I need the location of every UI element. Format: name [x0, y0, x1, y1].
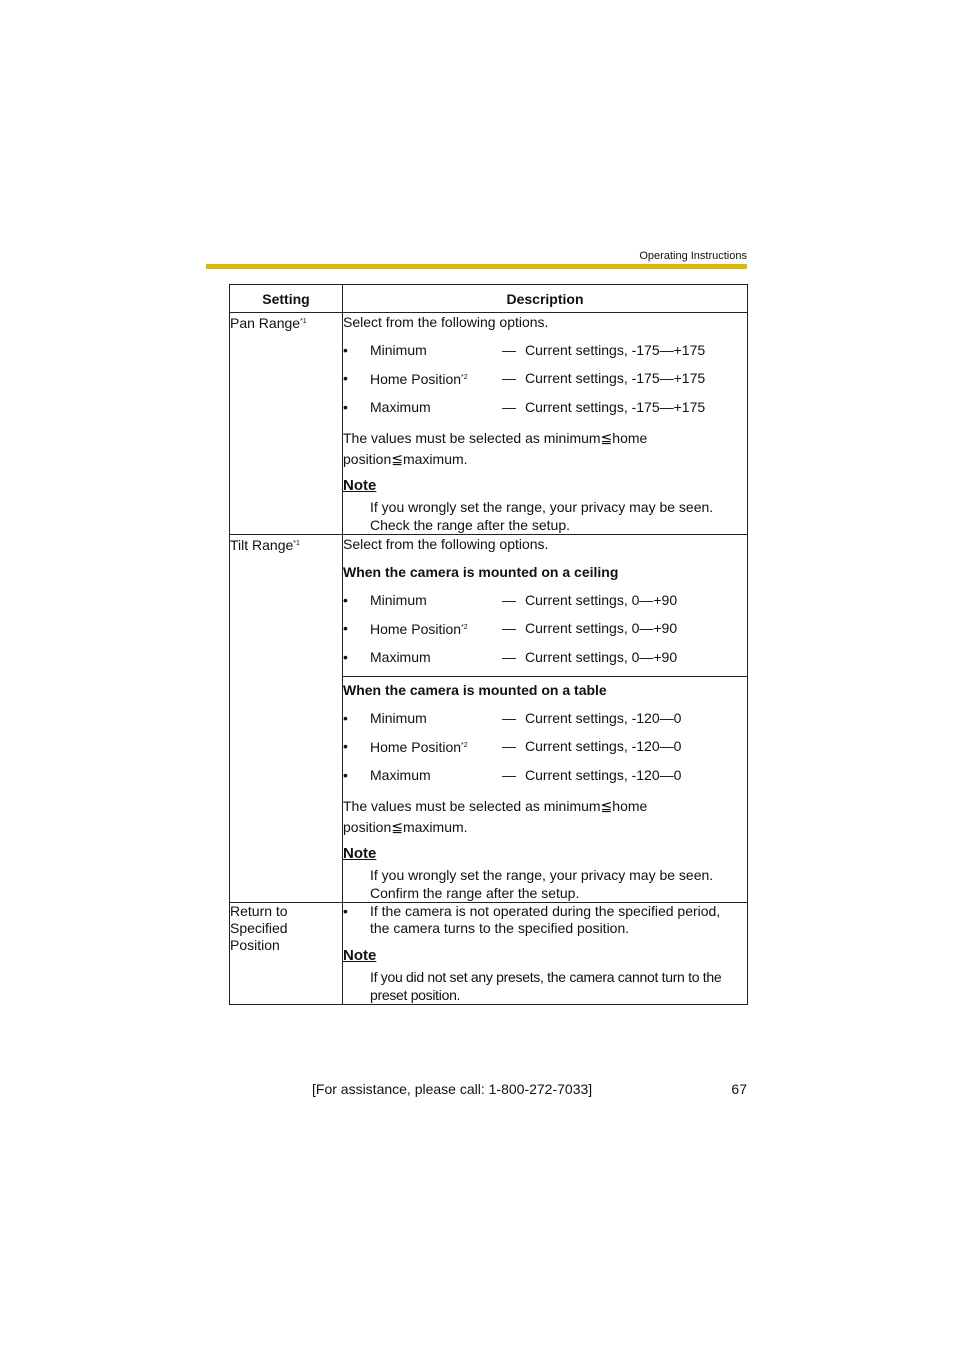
table-row-pan-range	[230, 313, 748, 535]
assistance-footer: [For assistance, please call: 1-800-272-7033]	[312, 1081, 593, 1097]
option-item: • Maximum — Current settings, -120—0	[343, 767, 682, 783]
setting-name-return-position: Return to Specified Position	[230, 903, 343, 1005]
footnote-marker: *2	[461, 624, 468, 631]
option-value: Current settings, -120—0	[525, 738, 682, 754]
note-text: If you wrongly set the range, your privacy may be seen. Check the range after the setup.	[370, 499, 714, 533]
option-value: Current settings, -175—+175	[525, 342, 706, 358]
description-tilt-ceiling	[343, 535, 748, 677]
header-rule	[206, 264, 747, 269]
option-value: Current settings, 0—+90	[525, 592, 678, 608]
subheading-ceiling: When the camera is mounted on a ceiling	[343, 564, 619, 580]
option-item: • Maximum — Current settings, -175—+175	[343, 399, 706, 415]
option-item: • Home Position$^{*2}$ — Current settings, -120—0	[343, 738, 682, 755]
description-return-position	[343, 903, 748, 1005]
intro-text: Select from the following options.	[343, 536, 549, 552]
option-value: Current settings, -175—+175	[525, 399, 706, 415]
option-value: Current settings, -120—0	[525, 710, 682, 726]
settings-table	[229, 284, 748, 1005]
note-heading: Note	[343, 477, 377, 494]
table-row-return-position	[230, 903, 748, 1005]
option-item: • Home Position$^{*2}$ — Current settings, 0—+90	[343, 620, 678, 637]
bullet-text: • If the camera is not operated during the specified period, the camera turns to the specified position.	[343, 903, 721, 936]
range-rule-text: The values must be selected as minimum≦home position≦maximum.	[343, 430, 648, 467]
setting-name-tilt-range: Tilt Range$^{*1}$	[230, 535, 343, 903]
option-item: • Home Position$^{*2}$ — Current settings, -175—+175	[343, 370, 706, 387]
option-item: • Minimum — Current settings, 0—+90	[343, 592, 678, 608]
option-item: • Minimum — Current settings, -175—+175	[343, 342, 706, 358]
note-heading: Note	[343, 947, 377, 964]
column-header-description: Description	[343, 285, 748, 313]
running-header: Operating Instructions	[639, 250, 747, 262]
footnote-marker: *1	[300, 318, 307, 325]
option-item: • Maximum — Current settings, 0—+90	[343, 649, 678, 665]
option-value: Current settings, 0—+90	[525, 649, 678, 665]
option-value: Current settings, -175—+175	[525, 370, 706, 386]
option-item: • Minimum — Current settings, -120—0	[343, 710, 682, 726]
note-text: If you wrongly set the range, your privacy may be seen. Confirm the range after the setup.	[370, 867, 714, 901]
column-header-setting: Setting	[230, 285, 343, 313]
subheading-table: When the camera is mounted on a table	[343, 682, 607, 698]
range-rule-text: The values must be selected as minimum≦home position≦maximum.	[343, 798, 648, 835]
note-heading: Note	[343, 845, 377, 862]
note-text: If you did not set any presets, the camera cannot turn to the preset position.	[370, 969, 722, 1003]
option-value: Current settings, 0—+90	[525, 620, 678, 636]
table-row-tilt-range	[230, 535, 748, 677]
description-pan-range	[343, 313, 748, 535]
description-tilt-table	[343, 677, 748, 903]
setting-name-pan-range: Pan Range$^{*1}$	[230, 313, 343, 535]
intro-text: Select from the following options.	[343, 314, 549, 330]
footnote-marker: *1	[293, 540, 300, 547]
option-value: Current settings, -120—0	[525, 767, 682, 783]
footnote-marker: *2	[461, 742, 468, 749]
table-header-row	[230, 285, 748, 313]
page-number: 67	[731, 1081, 747, 1097]
footnote-marker: *2	[461, 374, 468, 381]
